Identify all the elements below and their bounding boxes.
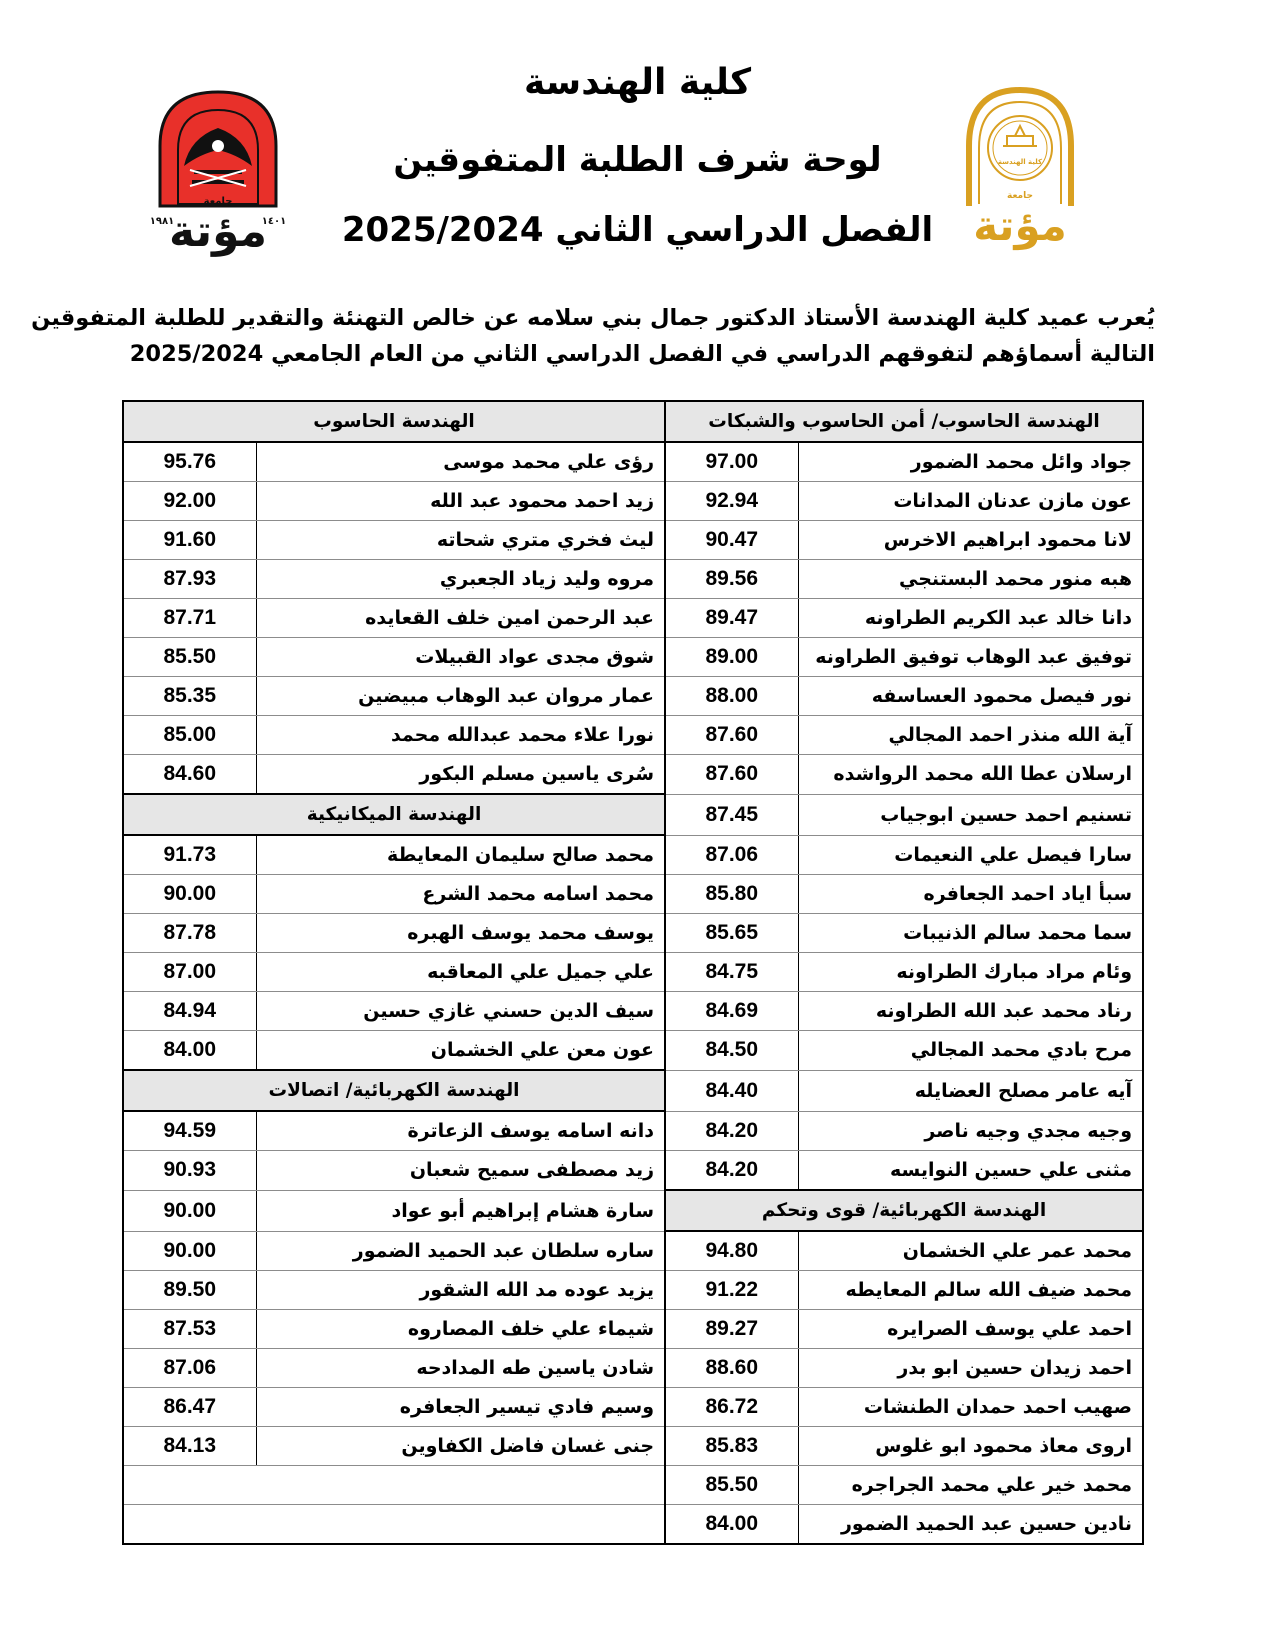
student-name: عبد الرحمن امين خلف القعايده: [256, 599, 665, 638]
faculty-title: كلية الهندسة: [523, 62, 752, 103]
table-row: [123, 1310, 1143, 1349]
table-row: [123, 1031, 1143, 1071]
student-name: شيماء علي خلف المصاروه: [256, 1310, 665, 1349]
student-name: ساره سلطان عبد الحميد الضمور: [256, 1231, 665, 1271]
student-score: 97.00: [665, 442, 798, 482]
student-score: 87.06: [123, 1349, 256, 1388]
student-name: دانا خالد عبد الكريم الطراونه: [798, 599, 1143, 638]
student-score: 91.73: [123, 835, 256, 875]
student-name: يوسف محمد يوسف الهبره: [256, 914, 665, 953]
student-score: 89.50: [123, 1271, 256, 1310]
student-score: 90.00: [123, 1190, 256, 1231]
student-name: عمار مروان عبد الوهاب مبيضين: [256, 677, 665, 716]
student-score: 87.78: [123, 914, 256, 953]
student-score: 84.00: [123, 1031, 256, 1071]
table-row: [123, 1151, 1143, 1191]
student-score: 92.94: [665, 482, 798, 521]
student-name: احمد زيدان حسين ابو بدر: [798, 1349, 1143, 1388]
logo-left-name-text: مؤتة: [168, 206, 268, 257]
student-name: سُرى ياسين مسلم البكور: [256, 755, 665, 795]
student-score: 84.40: [665, 1070, 798, 1111]
student-score: 84.50: [665, 1031, 798, 1071]
intro-paragraph: [31, 300, 1155, 372]
student-name: زيد احمد محمود عبد الله: [256, 482, 665, 521]
student-name: صهيب احمد حمدان الطنشات: [798, 1388, 1143, 1427]
student-name: عون مازن عدنان المدانات: [798, 482, 1143, 521]
student-name: جواد وائل محمد الضمور: [798, 442, 1143, 482]
intro-line-2: التالية أسماؤهم لتفوقهم الدراسي في الفصل الدراسي الثاني من العام الجامعي 2025/2024: [129, 341, 1155, 367]
student-score: 85.80: [665, 875, 798, 914]
student-score: 87.60: [665, 716, 798, 755]
student-name: شادن ياسين طه المدادحه: [256, 1349, 665, 1388]
table-row: [123, 914, 1143, 953]
student-score: 84.60: [123, 755, 256, 795]
student-score: 90.93: [123, 1151, 256, 1191]
student-name: سما محمد سالم الذنيبات: [798, 914, 1143, 953]
student-score: 86.72: [665, 1388, 798, 1427]
student-name: سبأ اياد احمد الجعافره: [798, 875, 1143, 914]
section-header: الهندسة الحاسوب: [123, 401, 665, 442]
student-name: مروه وليد زياد الجعبري: [256, 560, 665, 599]
logo-left-year-text: ١٩٨١: [149, 216, 175, 227]
student-score: 90.00: [123, 1231, 256, 1271]
section-header: الهندسة الميكانيكية: [123, 794, 665, 835]
honor-roll-table: [122, 400, 1144, 1545]
student-score: 94.59: [123, 1111, 256, 1151]
table-row: [123, 835, 1143, 875]
student-name: ارسلان عطا الله محمد الرواشده: [798, 755, 1143, 795]
student-score: 87.60: [665, 755, 798, 795]
student-score: 90.00: [123, 875, 256, 914]
empty-cell: [123, 1505, 665, 1545]
faculty-logo: [945, 84, 1095, 254]
student-score: 87.00: [123, 953, 256, 992]
student-name: يزيد عوده مد الله الشقور: [256, 1271, 665, 1310]
student-name: محمد خير علي محمد الجراجره: [798, 1466, 1143, 1505]
student-score: 91.22: [665, 1271, 798, 1310]
table-row: [123, 1190, 1143, 1231]
student-score: 88.60: [665, 1349, 798, 1388]
section-header: الهندسة الكهربائية/ اتصالات: [123, 1070, 665, 1111]
student-score: 84.20: [665, 1151, 798, 1191]
student-name: مرح بادي محمد المجالي: [798, 1031, 1143, 1071]
table-row: [123, 1231, 1143, 1271]
student-score: 84.20: [665, 1111, 798, 1151]
table-row: [123, 1271, 1143, 1310]
table-row: [123, 442, 1143, 482]
student-score: 89.47: [665, 599, 798, 638]
student-name: علي جميل علي المعاقبه: [256, 953, 665, 992]
student-name: محمد عمر علي الخشمان: [798, 1231, 1143, 1271]
student-score: 95.76: [123, 442, 256, 482]
student-score: 87.53: [123, 1310, 256, 1349]
semester-title: الفصل الدراسي الثاني 2025/2024: [341, 210, 934, 250]
university-logo: [132, 86, 304, 258]
student-name: وئام مراد مبارك الطراونه: [798, 953, 1143, 992]
student-name: رناد محمد عبد الله الطراونه: [798, 992, 1143, 1031]
table-row: [123, 716, 1143, 755]
table-row: [123, 992, 1143, 1031]
intro-line-1: يُعرب عميد كلية الهندسة الأستاذ الدكتور جمال بني سلامه عن خالص التهنئة والتقدير للطلبة المتفوقين: [31, 305, 1155, 331]
student-score: 87.45: [665, 794, 798, 835]
student-score: 85.83: [665, 1427, 798, 1466]
student-name: محمد صالح سليمان المعايطة: [256, 835, 665, 875]
student-score: 88.00: [665, 677, 798, 716]
student-name: زيد مصطفى سميح شعبان: [256, 1151, 665, 1191]
logo-right-university-text: جامعة: [1007, 191, 1033, 201]
student-name: سارة هشام إبراهيم أبو عواد: [256, 1190, 665, 1231]
student-score: 84.75: [665, 953, 798, 992]
table-row: [123, 1349, 1143, 1388]
student-name: شوق مجدى عواد القبيلات: [256, 638, 665, 677]
table-row: [123, 560, 1143, 599]
student-name: مثنى علي حسين النوايسه: [798, 1151, 1143, 1191]
honor-board-title: لوحة شرف الطلبة المتفوقين: [393, 140, 882, 180]
student-score: 84.94: [123, 992, 256, 1031]
student-name: آيه عامر مصلح العضايله: [798, 1070, 1143, 1111]
table-row: [123, 677, 1143, 716]
student-name: نور فيصل محمود العساسفه: [798, 677, 1143, 716]
student-name: نادين حسين عبد الحميد الضمور: [798, 1505, 1143, 1545]
student-score: 87.06: [665, 835, 798, 875]
student-score: 89.27: [665, 1310, 798, 1349]
student-name: عون معن علي الخشمان: [256, 1031, 665, 1071]
student-score: 84.00: [665, 1505, 798, 1545]
table-row: [123, 482, 1143, 521]
section-header: الهندسة الكهربائية/ قوى وتحكم: [665, 1190, 1143, 1231]
student-score: 85.50: [123, 638, 256, 677]
student-score: 84.13: [123, 1427, 256, 1466]
student-name: جنى غسان فاضل الكفاوين: [256, 1427, 665, 1466]
student-name: محمد ضيف الله سالم المعايطه: [798, 1271, 1143, 1310]
student-score: 85.00: [123, 716, 256, 755]
table-row: [123, 1111, 1143, 1151]
table-row: [123, 1388, 1143, 1427]
student-score: 85.50: [665, 1466, 798, 1505]
table-row: [123, 638, 1143, 677]
logo-left-hijri-text: ١٤٠١: [261, 216, 287, 227]
table-row: [123, 521, 1143, 560]
student-name: آية الله منذر احمد المجالي: [798, 716, 1143, 755]
student-score: 85.65: [665, 914, 798, 953]
student-score: 94.80: [665, 1231, 798, 1271]
student-score: 87.71: [123, 599, 256, 638]
student-name: وجيه مجدي وجيه ناصر: [798, 1111, 1143, 1151]
table-row: [123, 401, 1143, 442]
student-score: 87.93: [123, 560, 256, 599]
student-score: 85.35: [123, 677, 256, 716]
table-row: [123, 1505, 1143, 1545]
empty-cell: [123, 1466, 665, 1505]
student-name: نورا علاء محمد عبدالله محمد: [256, 716, 665, 755]
table-row: [123, 953, 1143, 992]
student-name: محمد اسامه محمد الشرع: [256, 875, 665, 914]
student-score: 90.47: [665, 521, 798, 560]
student-score: 89.56: [665, 560, 798, 599]
table-row: [123, 1427, 1143, 1466]
student-score: 89.00: [665, 638, 798, 677]
logo-left-university-text: جامعة: [203, 196, 233, 207]
table-row: [123, 875, 1143, 914]
student-name: تسنيم احمد حسين ابوجياب: [798, 794, 1143, 835]
student-name: احمد علي يوسف الصرايره: [798, 1310, 1143, 1349]
student-score: 91.60: [123, 521, 256, 560]
student-name: سارا فيصل علي النعيمات: [798, 835, 1143, 875]
table-row: [123, 599, 1143, 638]
table-row: [123, 794, 1143, 835]
logo-right-name-text: مؤتة: [973, 201, 1067, 250]
student-name: توفيق عبد الوهاب توفيق الطراونه: [798, 638, 1143, 677]
student-name: رؤى علي محمد موسى: [256, 442, 665, 482]
student-name: وسيم فادي تيسير الجعافره: [256, 1388, 665, 1427]
student-score: 86.47: [123, 1388, 256, 1427]
student-name: هبه منور محمد البستنجي: [798, 560, 1143, 599]
table-row: [123, 1466, 1143, 1505]
section-header: الهندسة الحاسوب/ أمن الحاسوب والشبكات: [665, 401, 1143, 442]
table-row: [123, 755, 1143, 795]
student-name: اروى معاذ محمود ابو غلوس: [798, 1427, 1143, 1466]
student-name: دانه اسامه يوسف الزعاترة: [256, 1111, 665, 1151]
student-name: لانا محمود ابراهيم الاخرس: [798, 521, 1143, 560]
logo-right-faculty-text: كلية الهندسة: [997, 158, 1043, 166]
student-score: 84.69: [665, 992, 798, 1031]
student-name: ليث فخري متري شحاته: [256, 521, 665, 560]
student-score: 92.00: [123, 482, 256, 521]
student-name: سيف الدين حسني غازي حسين: [256, 992, 665, 1031]
table-row: [123, 1070, 1143, 1111]
